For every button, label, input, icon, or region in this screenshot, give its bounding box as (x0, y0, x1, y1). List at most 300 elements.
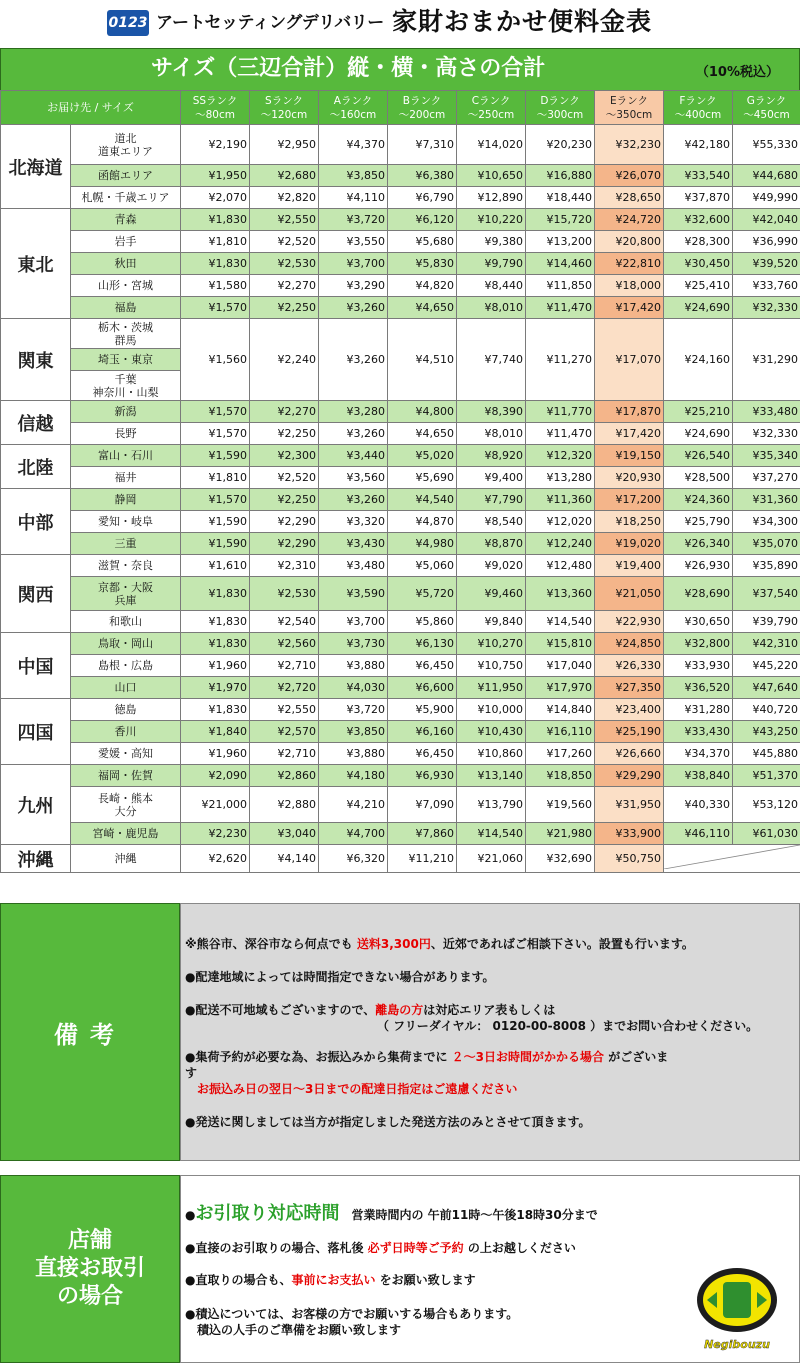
price-cell: ¥42,180 (664, 125, 733, 165)
store-text: ●直取りの場合も、 (185, 1273, 292, 1287)
rank-size: ～160cm (329, 108, 377, 121)
area-cell: 富山・石川 (71, 445, 181, 467)
area-cell: 滋賀・奈良 (71, 555, 181, 577)
price-cell: ¥26,070 (595, 165, 664, 187)
negibouzu-logo (693, 1260, 781, 1356)
price-cell: ¥39,520 (733, 253, 800, 275)
price-cell: ¥18,850 (526, 765, 595, 787)
store-hours (185, 1202, 598, 1227)
price-cell: ¥17,070 (595, 319, 664, 401)
price-cell: ¥14,020 (457, 125, 526, 165)
logo-caption: Negibouzu (704, 1338, 770, 1351)
price-cell: ¥10,750 (457, 655, 526, 677)
empty-cell (664, 845, 800, 873)
area-cell: 島根・広島 (71, 655, 181, 677)
price-cell: ¥2,530 (250, 253, 319, 275)
store-label (0, 1175, 180, 1363)
store-loading-cont: 積込の人手のご準備をお願い致します (185, 1323, 402, 1337)
price-cell: ¥43,250 (733, 721, 800, 743)
price-cell: ¥28,690 (664, 577, 733, 611)
price-cell: ¥29,290 (595, 765, 664, 787)
price-cell: ¥7,740 (457, 319, 526, 401)
price-cell: ¥1,580 (181, 275, 250, 297)
region-cell: 四国 (1, 699, 71, 765)
price-cell: ¥2,290 (250, 511, 319, 533)
price-cell: ¥4,140 (250, 845, 319, 873)
remark-text: ●配送不可地域もございますので、 (185, 1003, 376, 1017)
rank-name: Dランク (540, 94, 580, 107)
remark-text: がございま (604, 1050, 669, 1064)
price-cell: ¥4,210 (319, 787, 388, 823)
table-row (1, 275, 800, 297)
table-row (1, 209, 800, 231)
price-cell: ¥3,700 (319, 611, 388, 633)
remarks-section (0, 903, 800, 1161)
price-cell: ¥3,290 (319, 275, 388, 297)
table-row (1, 253, 800, 275)
area-cell: 鳥取・岡山 (71, 633, 181, 655)
price-cell: ¥21,000 (181, 787, 250, 823)
price-cell: ¥33,540 (664, 165, 733, 187)
bullet: ● (185, 1208, 196, 1222)
price-cell: ¥17,970 (526, 677, 595, 699)
price-cell: ¥7,790 (457, 489, 526, 511)
price-cell: ¥3,720 (319, 209, 388, 231)
price-cell: ¥2,550 (250, 699, 319, 721)
price-cell: ¥24,720 (595, 209, 664, 231)
price-cell: ¥1,570 (181, 297, 250, 319)
price-cell: ¥13,140 (457, 765, 526, 787)
price-cell: ¥31,290 (733, 319, 800, 401)
region-cell: 北陸 (1, 445, 71, 489)
price-cell: ¥27,350 (595, 677, 664, 699)
table-row (1, 511, 800, 533)
price-cell: ¥1,830 (181, 209, 250, 231)
price-cell: ¥2,520 (250, 231, 319, 253)
area-cell: 函館エリア (71, 165, 181, 187)
price-cell: ¥7,090 (388, 787, 457, 823)
header (0, 0, 800, 48)
area-cell: 長崎・熊本 大分 (71, 787, 181, 823)
price-cell: ¥12,240 (526, 533, 595, 555)
price-cell: ¥3,590 (319, 577, 388, 611)
price-cell: ¥32,330 (733, 423, 800, 445)
price-cell: ¥3,260 (319, 297, 388, 319)
remark-text: ●集荷予約が必要な為、お振込みから集荷までに (185, 1050, 452, 1064)
price-cell: ¥10,000 (457, 699, 526, 721)
price-cell: ¥24,690 (664, 423, 733, 445)
price-cell: ¥2,270 (250, 275, 319, 297)
brand-name: アートセッティングデリバリー (156, 13, 384, 33)
area-cell: 道北 道東エリア (71, 125, 181, 165)
price-cell: ¥2,190 (181, 125, 250, 165)
price-cell: ¥4,820 (388, 275, 457, 297)
price-cell: ¥6,320 (319, 845, 388, 873)
table-row (1, 677, 800, 699)
price-cell: ¥1,830 (181, 611, 250, 633)
region-cell: 九州 (1, 765, 71, 845)
price-cell: ¥4,800 (388, 401, 457, 423)
table-row (1, 699, 800, 721)
price-cell: ¥2,300 (250, 445, 319, 467)
price-cell: ¥38,840 (664, 765, 733, 787)
store-hours-title: お引取り対応時間 (195, 1203, 340, 1224)
price-cell: ¥5,860 (388, 611, 457, 633)
price-cell: ¥16,110 (526, 721, 595, 743)
price-cell: ¥18,000 (595, 275, 664, 297)
region-cell: 沖縄 (1, 845, 71, 873)
price-cell: ¥17,200 (595, 489, 664, 511)
price-cell: ¥14,540 (526, 611, 595, 633)
rank-size: ～450cm (743, 108, 790, 121)
price-cell: ¥39,790 (733, 611, 800, 633)
price-cell: ¥2,250 (250, 489, 319, 511)
rank-name: Bランク (402, 94, 442, 107)
price-cell: ¥26,340 (664, 533, 733, 555)
area-cell: 千葉 神奈川・山梨 (71, 371, 181, 401)
price-cell: ¥2,240 (250, 319, 319, 401)
price-cell: ¥11,360 (526, 489, 595, 511)
price-cell: ¥44,680 (733, 165, 800, 187)
price-cell: ¥2,860 (250, 765, 319, 787)
price-cell: ¥26,660 (595, 743, 664, 765)
price-cell: ¥2,820 (250, 187, 319, 209)
rank-name: Aランク (333, 94, 373, 107)
price-cell: ¥14,540 (457, 823, 526, 845)
price-cell: ¥19,150 (595, 445, 664, 467)
price-cell: ¥32,330 (733, 297, 800, 319)
price-cell: ¥5,690 (388, 467, 457, 489)
area-cell: 香川 (71, 721, 181, 743)
price-cell: ¥2,070 (181, 187, 250, 209)
price-cell: ¥25,410 (664, 275, 733, 297)
price-cell: ¥10,860 (457, 743, 526, 765)
price-cell: ¥10,270 (457, 633, 526, 655)
price-cell: ¥4,650 (388, 423, 457, 445)
table-row (1, 765, 800, 787)
store-text: の上お越しください (463, 1241, 576, 1255)
rank-size: ～120cm (260, 108, 308, 121)
rank-size: ～250cm (467, 108, 515, 121)
remark-highlight: 離島の方 (375, 1003, 424, 1017)
area-cell: 山形・宮城 (71, 275, 181, 297)
price-cell: ¥31,950 (595, 787, 664, 823)
table-row (1, 577, 800, 611)
remark-time: ●配達地域によっては時間指定できない場合があります。 (185, 970, 495, 984)
area-cell: 新潟 (71, 401, 181, 423)
region-cell: 東北 (1, 209, 71, 319)
price-cell: ¥2,090 (181, 765, 250, 787)
area-cell: 愛媛・高知 (71, 743, 181, 765)
price-cell: ¥32,600 (664, 209, 733, 231)
store-body (180, 1175, 800, 1363)
price-cell: ¥1,960 (181, 743, 250, 765)
price-cell: ¥9,460 (457, 577, 526, 611)
price-cell: ¥21,050 (595, 577, 664, 611)
price-cell: ¥3,440 (319, 445, 388, 467)
price-cell: ¥32,230 (595, 125, 664, 165)
price-cell: ¥3,560 (319, 467, 388, 489)
price-cell: ¥3,430 (319, 533, 388, 555)
price-cell: ¥3,040 (250, 823, 319, 845)
price-cell: ¥6,450 (388, 743, 457, 765)
region-cell: 中国 (1, 633, 71, 699)
rank-name: Gランク (746, 94, 787, 107)
price-cell: ¥61,030 (733, 823, 800, 845)
table-row (1, 633, 800, 655)
area-cell: 青森 (71, 209, 181, 231)
price-cell: ¥8,920 (457, 445, 526, 467)
price-cell: ¥36,990 (733, 231, 800, 253)
price-cell: ¥12,320 (526, 445, 595, 467)
price-cell: ¥2,230 (181, 823, 250, 845)
price-cell: ¥3,260 (319, 319, 388, 401)
price-cell: ¥28,500 (664, 467, 733, 489)
region-cell: 関東 (1, 319, 71, 401)
rank-name: Cランク (471, 94, 511, 107)
price-cell: ¥8,010 (457, 297, 526, 319)
price-cell: ¥2,620 (181, 845, 250, 873)
rank-name: Eランク (610, 94, 648, 107)
region-cell: 北海道 (1, 125, 71, 209)
price-cell: ¥26,330 (595, 655, 664, 677)
price-cell: ¥35,340 (733, 445, 800, 467)
price-cell: ¥2,720 (250, 677, 319, 699)
header-rank (733, 91, 800, 125)
price-cell: ¥17,420 (595, 423, 664, 445)
price-cell: ¥37,870 (664, 187, 733, 209)
price-cell: ¥10,220 (457, 209, 526, 231)
price-cell: ¥14,460 (526, 253, 595, 275)
price-cell: ¥2,570 (250, 721, 319, 743)
area-cell: 福島 (71, 297, 181, 319)
price-cell: ¥3,850 (319, 721, 388, 743)
price-cell: ¥3,720 (319, 699, 388, 721)
price-cell: ¥9,400 (457, 467, 526, 489)
price-cell: ¥6,930 (388, 765, 457, 787)
price-cell: ¥21,060 (457, 845, 526, 873)
price-cell: ¥1,590 (181, 533, 250, 555)
price-cell: ¥8,440 (457, 275, 526, 297)
table-header-row (1, 91, 800, 125)
table-row (1, 787, 800, 823)
price-cell: ¥11,470 (526, 423, 595, 445)
price-cell: ¥9,790 (457, 253, 526, 275)
rank-size: ～200cm (398, 108, 446, 121)
price-cell: ¥24,850 (595, 633, 664, 655)
price-cell: ¥8,540 (457, 511, 526, 533)
price-cell: ¥2,880 (250, 787, 319, 823)
price-cell: ¥7,310 (388, 125, 457, 165)
price-cell: ¥6,120 (388, 209, 457, 231)
price-cell: ¥17,260 (526, 743, 595, 765)
price-cell: ¥5,900 (388, 699, 457, 721)
price-cell: ¥17,870 (595, 401, 664, 423)
price-cell: ¥6,600 (388, 677, 457, 699)
price-cell: ¥3,260 (319, 423, 388, 445)
price-cell: ¥22,930 (595, 611, 664, 633)
price-cell: ¥4,370 (319, 125, 388, 165)
store-text: ●直接のお引取りの場合、落札後 (185, 1241, 368, 1255)
area-cell: 宮崎・鹿児島 (71, 823, 181, 845)
price-cell: ¥4,030 (319, 677, 388, 699)
area-cell: 埼玉・東京 (71, 349, 181, 371)
price-cell: ¥1,570 (181, 423, 250, 445)
price-cell: ¥30,450 (664, 253, 733, 275)
price-cell: ¥33,930 (664, 655, 733, 677)
header-destination: お届け先 / サイズ (1, 91, 181, 125)
price-cell: ¥11,270 (526, 319, 595, 401)
area-cell: 山口 (71, 677, 181, 699)
price-cell: ¥15,810 (526, 633, 595, 655)
price-cell: ¥40,330 (664, 787, 733, 823)
price-cell: ¥1,590 (181, 511, 250, 533)
price-cell: ¥2,250 (250, 297, 319, 319)
header-rank (457, 91, 526, 125)
price-cell: ¥49,990 (733, 187, 800, 209)
price-cell: ¥33,480 (733, 401, 800, 423)
remark-text: は対応エリア表もしくは (423, 1003, 556, 1017)
diagonal-line-icon (664, 845, 800, 869)
table-row (1, 187, 800, 209)
area-cell: 長野 (71, 423, 181, 445)
header-rank (595, 91, 664, 125)
area-cell: 秋田 (71, 253, 181, 275)
area-cell: 和歌山 (71, 611, 181, 633)
price-cell: ¥8,390 (457, 401, 526, 423)
header-rank (664, 91, 733, 125)
table-row (1, 533, 800, 555)
price-cell: ¥23,400 (595, 699, 664, 721)
price-cell: ¥13,280 (526, 467, 595, 489)
table-row (1, 401, 800, 423)
rank-size: ～80cm (195, 108, 235, 121)
price-cell: ¥2,550 (250, 209, 319, 231)
store-payment (185, 1272, 476, 1288)
price-cell: ¥9,020 (457, 555, 526, 577)
header-rank (250, 91, 319, 125)
price-cell: ¥4,980 (388, 533, 457, 555)
price-cell: ¥1,610 (181, 555, 250, 577)
price-cell: ¥55,330 (733, 125, 800, 165)
price-cell: ¥24,160 (664, 319, 733, 401)
page-title: 家財おまかせ便料金表 (392, 7, 653, 36)
price-cell: ¥42,310 (733, 633, 800, 655)
area-cell: 徳島 (71, 699, 181, 721)
price-cell: ¥28,300 (664, 231, 733, 253)
store-label-line: 店舗 (67, 1228, 112, 1253)
price-cell: ¥13,200 (526, 231, 595, 253)
price-cell: ¥47,640 (733, 677, 800, 699)
price-cell: ¥34,300 (733, 511, 800, 533)
price-cell: ¥3,480 (319, 555, 388, 577)
price-cell: ¥2,540 (250, 611, 319, 633)
price-cell: ¥19,560 (526, 787, 595, 823)
rank-name: SSランク (192, 94, 238, 107)
price-cell: ¥45,220 (733, 655, 800, 677)
price-cell: ¥1,810 (181, 467, 250, 489)
table-row (1, 297, 800, 319)
area-cell: 福井 (71, 467, 181, 489)
remark-area (185, 1002, 555, 1018)
table-row (1, 823, 800, 845)
price-cell: ¥16,880 (526, 165, 595, 187)
price-cell: ¥13,360 (526, 577, 595, 611)
rank-size: ～300cm (536, 108, 584, 121)
size-subheader (0, 48, 800, 92)
price-cell: ¥32,800 (664, 633, 733, 655)
store-highlight: 事前にお支払い (291, 1273, 376, 1287)
price-cell: ¥1,830 (181, 577, 250, 611)
price-cell: ¥11,470 (526, 297, 595, 319)
area-cell: 三重 (71, 533, 181, 555)
table-row (1, 845, 800, 873)
price-cell: ¥2,250 (250, 423, 319, 445)
price-cell: ¥3,850 (319, 165, 388, 187)
table-row (1, 125, 800, 165)
price-cell: ¥7,860 (388, 823, 457, 845)
table-row (1, 555, 800, 577)
price-cell: ¥9,840 (457, 611, 526, 633)
area-cell: 札幌・千歳エリア (71, 187, 181, 209)
table-row (1, 655, 800, 677)
price-cell: ¥1,590 (181, 445, 250, 467)
price-cell: ¥6,380 (388, 165, 457, 187)
price-cell: ¥1,560 (181, 319, 250, 401)
table-row (1, 611, 800, 633)
price-cell: ¥24,360 (664, 489, 733, 511)
price-cell: ¥35,890 (733, 555, 800, 577)
price-cell: ¥12,020 (526, 511, 595, 533)
table-row (1, 319, 800, 349)
area-cell: 愛知・岐阜 (71, 511, 181, 533)
price-cell: ¥1,840 (181, 721, 250, 743)
price-cell: ¥4,510 (388, 319, 457, 401)
store-label-line: の場合 (56, 1284, 123, 1309)
header-rank (319, 91, 388, 125)
price-cell: ¥45,880 (733, 743, 800, 765)
price-cell: ¥1,810 (181, 231, 250, 253)
price-cell: ¥17,420 (595, 297, 664, 319)
remark-highlight: ２～3日お時間がかかる場合 (451, 1050, 605, 1064)
store-text: をお願い致します (375, 1273, 476, 1287)
rank-size: ～350cm (605, 108, 653, 121)
price-cell: ¥35,070 (733, 533, 800, 555)
store-label-line: 直接お取引 (34, 1256, 145, 1281)
price-cell: ¥1,830 (181, 633, 250, 655)
price-cell: ¥5,020 (388, 445, 457, 467)
price-cell: ¥2,710 (250, 655, 319, 677)
table-row (1, 721, 800, 743)
region-cell: 信越 (1, 401, 71, 445)
price-cell: ¥33,760 (733, 275, 800, 297)
price-cell: ¥5,830 (388, 253, 457, 275)
store-loading: ●積込については、お客様の方でお願いする場合もあります。 (185, 1307, 519, 1321)
price-cell: ¥1,970 (181, 677, 250, 699)
price-cell: ¥1,570 (181, 489, 250, 511)
price-cell: ¥4,110 (319, 187, 388, 209)
price-cell: ¥33,900 (595, 823, 664, 845)
price-cell: ¥3,880 (319, 655, 388, 677)
price-cell: ¥53,120 (733, 787, 800, 823)
table-row (1, 423, 800, 445)
price-cell: ¥19,020 (595, 533, 664, 555)
price-cell: ¥2,270 (250, 401, 319, 423)
store-section (0, 1175, 800, 1363)
price-cell: ¥3,260 (319, 489, 388, 511)
price-cell: ¥25,790 (664, 511, 733, 533)
price-cell: ¥2,950 (250, 125, 319, 165)
